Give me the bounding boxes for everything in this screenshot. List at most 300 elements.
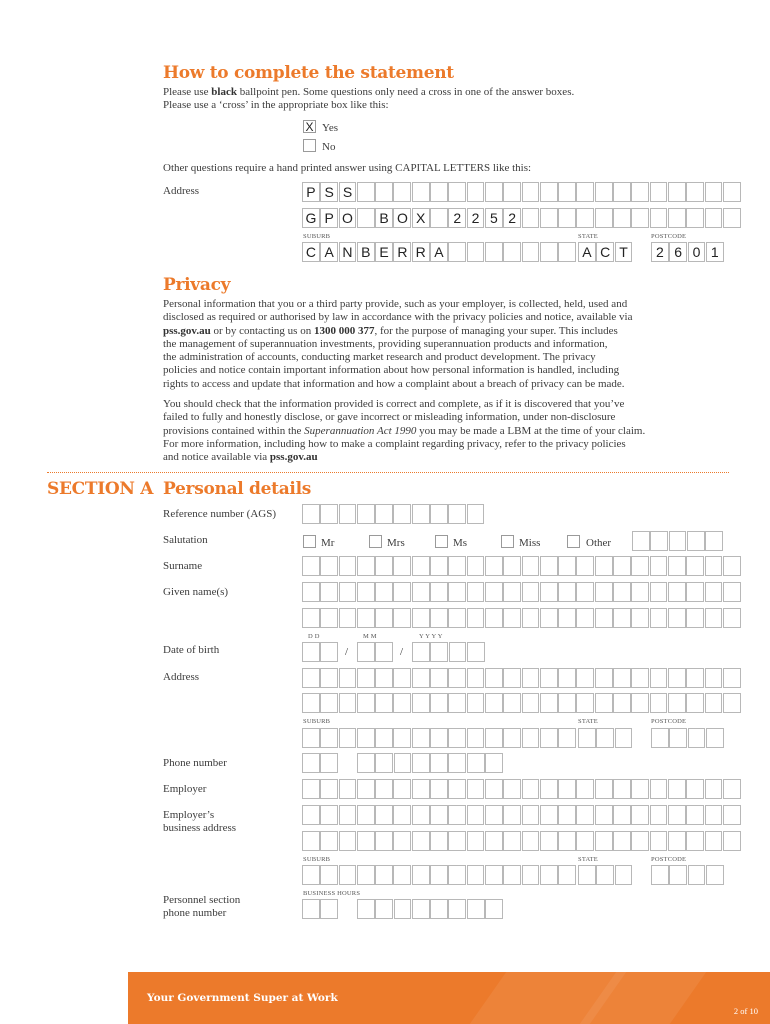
char-box[interactable] [706, 728, 724, 748]
char-box[interactable] [320, 728, 338, 748]
char-box[interactable] [430, 728, 448, 748]
char-box[interactable] [540, 242, 558, 262]
char-box[interactable] [595, 805, 613, 825]
example-yes-checkbox[interactable]: X [303, 120, 316, 133]
char-box[interactable] [503, 668, 521, 688]
personnel-phone-area-input[interactable] [302, 899, 339, 919]
personnel-phone-number-input[interactable] [357, 899, 503, 919]
address-input-2[interactable] [302, 693, 741, 713]
char-box[interactable]: 2 [448, 208, 466, 228]
address-suburb-input[interactable] [302, 728, 576, 748]
char-box[interactable]: A [320, 242, 338, 262]
char-box[interactable] [485, 556, 503, 576]
char-box[interactable] [705, 779, 723, 799]
char-box[interactable] [631, 805, 649, 825]
char-box[interactable] [723, 805, 741, 825]
char-box[interactable] [595, 582, 613, 602]
char-box[interactable] [375, 582, 393, 602]
char-box[interactable] [723, 208, 741, 228]
char-box[interactable] [631, 608, 649, 628]
char-box[interactable] [503, 242, 521, 262]
char-box[interactable] [339, 556, 357, 576]
char-box[interactable] [668, 556, 686, 576]
char-box[interactable] [595, 668, 613, 688]
char-box[interactable] [320, 753, 338, 773]
char-box[interactable] [576, 556, 594, 576]
char-box[interactable] [339, 582, 357, 602]
char-box[interactable]: E [375, 242, 393, 262]
char-box[interactable] [339, 779, 357, 799]
char-box[interactable] [320, 693, 338, 713]
char-box[interactable] [394, 899, 412, 919]
char-box[interactable] [448, 668, 466, 688]
char-box[interactable] [668, 608, 686, 628]
char-box[interactable] [540, 805, 558, 825]
char-box[interactable] [705, 531, 723, 551]
char-box[interactable] [650, 668, 668, 688]
char-box[interactable] [320, 668, 338, 688]
char-box[interactable]: A [430, 242, 448, 262]
char-box[interactable] [302, 899, 320, 919]
char-box[interactable] [375, 668, 393, 688]
char-box[interactable] [650, 556, 668, 576]
char-box[interactable] [339, 608, 357, 628]
char-box[interactable] [540, 668, 558, 688]
address-input-1[interactable] [302, 668, 741, 688]
char-box[interactable] [375, 642, 393, 662]
char-box[interactable] [485, 608, 503, 628]
char-box[interactable] [613, 556, 631, 576]
char-box[interactable] [522, 556, 540, 576]
char-box[interactable]: 5 [485, 208, 503, 228]
char-box[interactable] [650, 531, 668, 551]
char-box[interactable]: C [596, 242, 614, 262]
char-box[interactable] [412, 779, 430, 799]
char-box[interactable] [595, 779, 613, 799]
char-box[interactable]: B [357, 242, 375, 262]
char-box[interactable] [668, 779, 686, 799]
char-box[interactable] [723, 831, 741, 851]
char-box[interactable] [723, 556, 741, 576]
char-box[interactable] [375, 608, 393, 628]
char-box[interactable] [485, 693, 503, 713]
char-box[interactable] [320, 504, 338, 524]
char-box[interactable] [595, 556, 613, 576]
char-box[interactable] [357, 693, 375, 713]
dob-month-input[interactable] [357, 642, 394, 662]
char-box[interactable]: O [339, 208, 357, 228]
char-box[interactable] [302, 753, 320, 773]
char-box[interactable] [357, 642, 375, 662]
char-box[interactable] [669, 865, 687, 885]
char-box[interactable] [320, 865, 338, 885]
char-box[interactable] [448, 865, 466, 885]
char-box[interactable] [576, 693, 594, 713]
char-box[interactable] [650, 779, 668, 799]
char-box[interactable] [522, 831, 540, 851]
employer-input[interactable] [302, 779, 741, 799]
char-box[interactable]: 2 [651, 242, 669, 262]
char-box[interactable] [522, 582, 540, 602]
char-box[interactable] [576, 582, 594, 602]
char-box[interactable] [503, 728, 521, 748]
char-box[interactable] [412, 865, 430, 885]
employer-suburb-input[interactable] [302, 865, 576, 885]
char-box[interactable] [596, 865, 614, 885]
char-box[interactable] [522, 242, 540, 262]
char-box[interactable] [448, 831, 466, 851]
char-box[interactable] [430, 504, 448, 524]
char-box[interactable] [650, 182, 668, 202]
char-box[interactable] [302, 608, 320, 628]
address-postcode-input[interactable] [651, 728, 724, 748]
char-box[interactable] [503, 556, 521, 576]
char-box[interactable] [613, 208, 631, 228]
char-box[interactable] [339, 805, 357, 825]
char-box[interactable] [540, 779, 558, 799]
char-box[interactable] [430, 182, 448, 202]
char-box[interactable] [668, 582, 686, 602]
char-box[interactable] [558, 582, 576, 602]
salutation-miss-checkbox[interactable] [501, 535, 514, 548]
char-box[interactable] [485, 182, 503, 202]
char-box[interactable] [302, 504, 320, 524]
char-box[interactable] [320, 831, 338, 851]
char-box[interactable] [686, 556, 704, 576]
char-box[interactable] [705, 208, 723, 228]
char-box[interactable]: O [393, 208, 411, 228]
char-box[interactable] [558, 779, 576, 799]
phone-number-input[interactable] [357, 753, 503, 773]
char-box[interactable] [540, 608, 558, 628]
char-box[interactable]: S [339, 182, 357, 202]
char-box[interactable] [503, 865, 521, 885]
char-box[interactable] [613, 668, 631, 688]
salutation-mrs-checkbox[interactable] [369, 535, 382, 548]
char-box[interactable]: P [302, 182, 320, 202]
char-box[interactable] [613, 831, 631, 851]
char-box[interactable] [558, 865, 576, 885]
char-box[interactable] [596, 728, 614, 748]
char-box[interactable] [615, 728, 633, 748]
char-box[interactable] [705, 831, 723, 851]
char-box[interactable] [686, 582, 704, 602]
char-box[interactable] [357, 208, 375, 228]
salutation-other-input[interactable] [632, 531, 723, 551]
char-box[interactable] [339, 693, 357, 713]
char-box[interactable] [412, 805, 430, 825]
char-box[interactable] [375, 504, 393, 524]
char-box[interactable] [430, 831, 448, 851]
char-box[interactable] [522, 693, 540, 713]
char-box[interactable] [412, 831, 430, 851]
char-box[interactable] [595, 208, 613, 228]
char-box[interactable] [686, 208, 704, 228]
char-box[interactable] [576, 831, 594, 851]
char-box[interactable] [503, 805, 521, 825]
char-box[interactable] [302, 693, 320, 713]
char-box[interactable] [687, 531, 705, 551]
char-box[interactable] [430, 899, 448, 919]
char-box[interactable] [705, 668, 723, 688]
char-box[interactable] [578, 865, 596, 885]
char-box[interactable] [615, 865, 633, 885]
char-box[interactable] [448, 899, 466, 919]
example-no-checkbox[interactable] [303, 139, 316, 152]
char-box[interactable] [467, 805, 485, 825]
char-box[interactable] [558, 556, 576, 576]
char-box[interactable] [412, 753, 430, 773]
char-box[interactable] [430, 805, 448, 825]
char-box[interactable] [686, 182, 704, 202]
char-box[interactable] [576, 668, 594, 688]
char-box[interactable] [412, 182, 430, 202]
char-box[interactable] [723, 668, 741, 688]
char-box[interactable] [669, 728, 687, 748]
char-box[interactable] [631, 668, 649, 688]
char-box[interactable] [558, 805, 576, 825]
char-box[interactable] [302, 556, 320, 576]
char-box[interactable] [540, 582, 558, 602]
char-box[interactable] [503, 693, 521, 713]
char-box[interactable] [412, 582, 430, 602]
char-box[interactable]: G [302, 208, 320, 228]
char-box[interactable] [686, 779, 704, 799]
surname-input[interactable] [302, 556, 741, 576]
char-box[interactable] [668, 805, 686, 825]
char-box[interactable] [430, 693, 448, 713]
char-box[interactable] [688, 728, 706, 748]
char-box[interactable] [320, 899, 338, 919]
char-box[interactable] [522, 608, 540, 628]
char-box[interactable] [302, 865, 320, 885]
char-box[interactable] [393, 831, 411, 851]
char-box[interactable] [651, 728, 669, 748]
char-box[interactable] [393, 865, 411, 885]
char-box[interactable] [705, 582, 723, 602]
char-box[interactable] [302, 728, 320, 748]
char-box[interactable] [686, 608, 704, 628]
char-box[interactable] [430, 668, 448, 688]
char-box[interactable] [357, 753, 375, 773]
char-box[interactable] [302, 668, 320, 688]
char-box[interactable] [467, 608, 485, 628]
char-box[interactable] [669, 531, 687, 551]
char-box[interactable] [686, 831, 704, 851]
char-box[interactable] [339, 504, 357, 524]
char-box[interactable] [595, 831, 613, 851]
char-box[interactable] [631, 208, 649, 228]
char-box[interactable] [357, 728, 375, 748]
char-box[interactable] [375, 805, 393, 825]
char-box[interactable] [650, 831, 668, 851]
char-box[interactable] [613, 182, 631, 202]
char-box[interactable] [522, 865, 540, 885]
char-box[interactable] [540, 693, 558, 713]
char-box[interactable] [558, 242, 576, 262]
char-box[interactable] [576, 779, 594, 799]
salutation-other-checkbox[interactable] [567, 535, 580, 548]
char-box[interactable]: 1 [706, 242, 724, 262]
char-box[interactable] [723, 182, 741, 202]
char-box[interactable] [302, 582, 320, 602]
char-box[interactable] [302, 831, 320, 851]
char-box[interactable] [540, 831, 558, 851]
char-box[interactable] [540, 728, 558, 748]
char-box[interactable] [705, 805, 723, 825]
char-box[interactable] [320, 608, 338, 628]
char-box[interactable] [357, 805, 375, 825]
char-box[interactable] [320, 582, 338, 602]
char-box[interactable] [540, 865, 558, 885]
char-box[interactable] [448, 556, 466, 576]
char-box[interactable] [558, 668, 576, 688]
char-box[interactable]: 2 [467, 208, 485, 228]
char-box[interactable] [705, 693, 723, 713]
char-box[interactable] [357, 865, 375, 885]
char-box[interactable] [540, 556, 558, 576]
char-box[interactable] [686, 693, 704, 713]
given-names-input-2[interactable] [302, 608, 741, 628]
char-box[interactable] [357, 582, 375, 602]
char-box[interactable]: T [615, 242, 633, 262]
char-box[interactable] [357, 779, 375, 799]
char-box[interactable] [393, 582, 411, 602]
char-box[interactable] [448, 242, 466, 262]
given-names-input-1[interactable] [302, 582, 741, 602]
char-box[interactable] [651, 865, 669, 885]
char-box[interactable] [393, 556, 411, 576]
char-box[interactable] [412, 899, 430, 919]
char-box[interactable] [467, 865, 485, 885]
char-box[interactable] [302, 805, 320, 825]
char-box[interactable] [558, 208, 576, 228]
char-box[interactable]: R [412, 242, 430, 262]
char-box[interactable]: P [320, 208, 338, 228]
char-box[interactable] [375, 899, 393, 919]
char-box[interactable] [393, 504, 411, 524]
char-box[interactable] [503, 582, 521, 602]
char-box[interactable] [448, 182, 466, 202]
char-box[interactable] [632, 531, 650, 551]
char-box[interactable] [613, 779, 631, 799]
char-box[interactable] [686, 668, 704, 688]
char-box[interactable] [595, 693, 613, 713]
char-box[interactable] [375, 182, 393, 202]
char-box[interactable] [467, 556, 485, 576]
char-box[interactable]: B [375, 208, 393, 228]
char-box[interactable] [650, 805, 668, 825]
char-box[interactable] [357, 831, 375, 851]
char-box[interactable] [613, 608, 631, 628]
char-box[interactable] [302, 642, 320, 662]
char-box[interactable] [576, 208, 594, 228]
char-box[interactable] [631, 831, 649, 851]
phone-area-input[interactable] [302, 753, 339, 773]
char-box[interactable] [339, 728, 357, 748]
char-box[interactable] [485, 779, 503, 799]
char-box[interactable] [503, 831, 521, 851]
char-box[interactable] [375, 753, 393, 773]
char-box[interactable] [522, 805, 540, 825]
char-box[interactable] [430, 608, 448, 628]
char-box[interactable] [393, 693, 411, 713]
char-box[interactable]: C [302, 242, 320, 262]
char-box[interactable] [668, 831, 686, 851]
char-box[interactable] [448, 582, 466, 602]
char-box[interactable] [613, 582, 631, 602]
char-box[interactable]: X [412, 208, 430, 228]
char-box[interactable] [467, 642, 485, 662]
char-box[interactable] [375, 831, 393, 851]
char-box[interactable] [467, 504, 485, 524]
char-box[interactable] [705, 556, 723, 576]
char-box[interactable] [375, 556, 393, 576]
char-box[interactable] [595, 182, 613, 202]
char-box[interactable] [412, 556, 430, 576]
char-box[interactable] [467, 728, 485, 748]
char-box[interactable] [467, 779, 485, 799]
char-box[interactable] [723, 779, 741, 799]
char-box[interactable] [412, 668, 430, 688]
char-box[interactable] [412, 693, 430, 713]
char-box[interactable] [393, 182, 411, 202]
char-box[interactable] [576, 805, 594, 825]
char-box[interactable] [705, 182, 723, 202]
char-box[interactable] [558, 831, 576, 851]
char-box[interactable] [578, 728, 596, 748]
char-box[interactable] [576, 608, 594, 628]
char-box[interactable] [430, 779, 448, 799]
char-box[interactable] [522, 208, 540, 228]
char-box[interactable] [412, 608, 430, 628]
char-box[interactable] [339, 831, 357, 851]
char-box[interactable] [448, 728, 466, 748]
char-box[interactable] [503, 608, 521, 628]
char-box[interactable] [668, 208, 686, 228]
char-box[interactable] [688, 865, 706, 885]
char-box[interactable] [467, 831, 485, 851]
char-box[interactable]: 2 [503, 208, 521, 228]
char-box[interactable] [522, 779, 540, 799]
char-box[interactable] [430, 642, 448, 662]
char-box[interactable] [631, 693, 649, 713]
char-box[interactable] [375, 779, 393, 799]
char-box[interactable] [375, 865, 393, 885]
char-box[interactable] [558, 693, 576, 713]
char-box[interactable] [558, 728, 576, 748]
dob-year-input[interactable] [412, 642, 485, 662]
address-state-input[interactable] [578, 728, 633, 748]
char-box[interactable] [394, 753, 412, 773]
char-box[interactable] [412, 504, 430, 524]
char-box[interactable] [558, 608, 576, 628]
char-box[interactable] [320, 556, 338, 576]
char-box[interactable]: 6 [669, 242, 687, 262]
employer-postcode-input[interactable] [651, 865, 724, 885]
char-box[interactable] [503, 779, 521, 799]
char-box[interactable] [467, 182, 485, 202]
char-box[interactable] [705, 608, 723, 628]
char-box[interactable] [393, 728, 411, 748]
char-box[interactable] [686, 805, 704, 825]
char-box[interactable] [723, 608, 741, 628]
char-box[interactable] [485, 753, 503, 773]
char-box[interactable] [339, 668, 357, 688]
char-box[interactable] [485, 728, 503, 748]
char-box[interactable]: N [339, 242, 357, 262]
char-box[interactable] [412, 642, 430, 662]
